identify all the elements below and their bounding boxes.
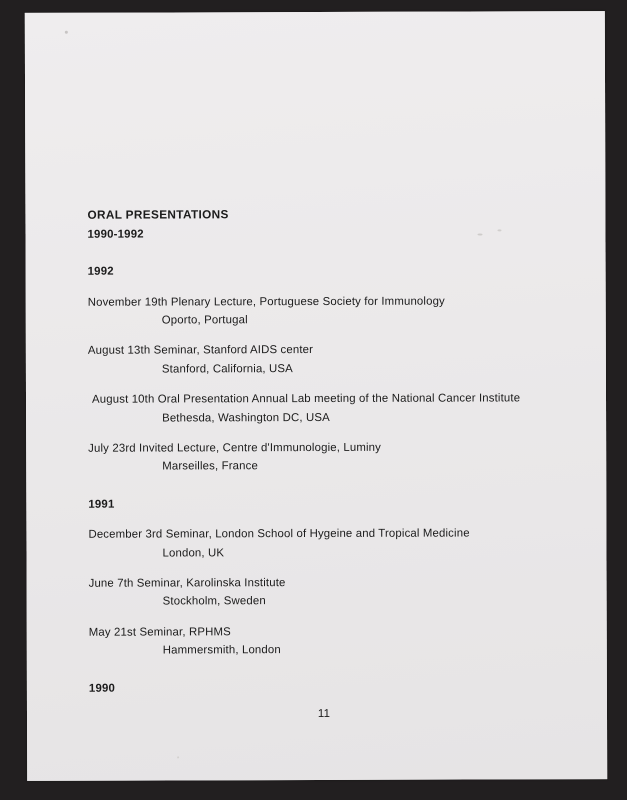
entry-location: London, UK bbox=[162, 546, 225, 560]
scan-speck bbox=[177, 756, 179, 758]
year-section-1990 bbox=[89, 680, 559, 697]
presentation-entry bbox=[88, 392, 558, 427]
year-heading: 1991 bbox=[88, 498, 115, 511]
presentation-entry bbox=[88, 440, 558, 475]
presentation-entry bbox=[88, 343, 558, 378]
entry-description: August 13th Seminar, Stanford AIDS center bbox=[87, 344, 314, 358]
entry-description: November 19th Plenary Lecture, Portuguese Society for Immunology bbox=[87, 295, 445, 309]
entry-description: December 3rd Seminar, London School of Hygeine and Tropical Medicine bbox=[88, 527, 470, 541]
year-heading: 1990 bbox=[88, 682, 116, 695]
entry-location: Marseilles, France bbox=[162, 460, 258, 473]
entry-location: Oporto, Portugal bbox=[161, 314, 248, 327]
entry-location: Hammersmith, London bbox=[162, 644, 281, 657]
year-heading: 1992 bbox=[87, 265, 114, 279]
presentation-entry bbox=[88, 526, 558, 561]
entry-description: June 7th Seminar, Karolinska Institute bbox=[88, 577, 286, 590]
document-content bbox=[87, 206, 559, 720]
year-section-1992 bbox=[88, 264, 559, 476]
entry-description: May 21st Seminar, RPHMS bbox=[88, 626, 231, 639]
page-title: ORAL PRESENTATIONS bbox=[87, 207, 229, 222]
page-number: 11 bbox=[317, 707, 331, 720]
year-section-1991 bbox=[88, 496, 559, 659]
entry-description: July 23rd Invited Lecture, Centre d'Immunologie, Luminy bbox=[88, 441, 381, 455]
scan-speck bbox=[65, 31, 68, 34]
entry-description: August 10th Oral Presentation Annual Lab meeting of the National Cancer Institute bbox=[91, 392, 521, 406]
presentation-entry bbox=[88, 294, 558, 329]
presentation-entry bbox=[89, 624, 559, 659]
entry-location: Stockholm, Sweden bbox=[162, 595, 266, 608]
entry-location: Stanford, California, USA bbox=[161, 362, 293, 376]
page-surface bbox=[25, 11, 607, 781]
entry-location: Bethesda, Washington DC, USA bbox=[162, 411, 330, 425]
page-subtitle: 1990-1992 bbox=[87, 228, 144, 241]
document-page bbox=[25, 11, 607, 781]
presentation-entry bbox=[89, 575, 559, 610]
